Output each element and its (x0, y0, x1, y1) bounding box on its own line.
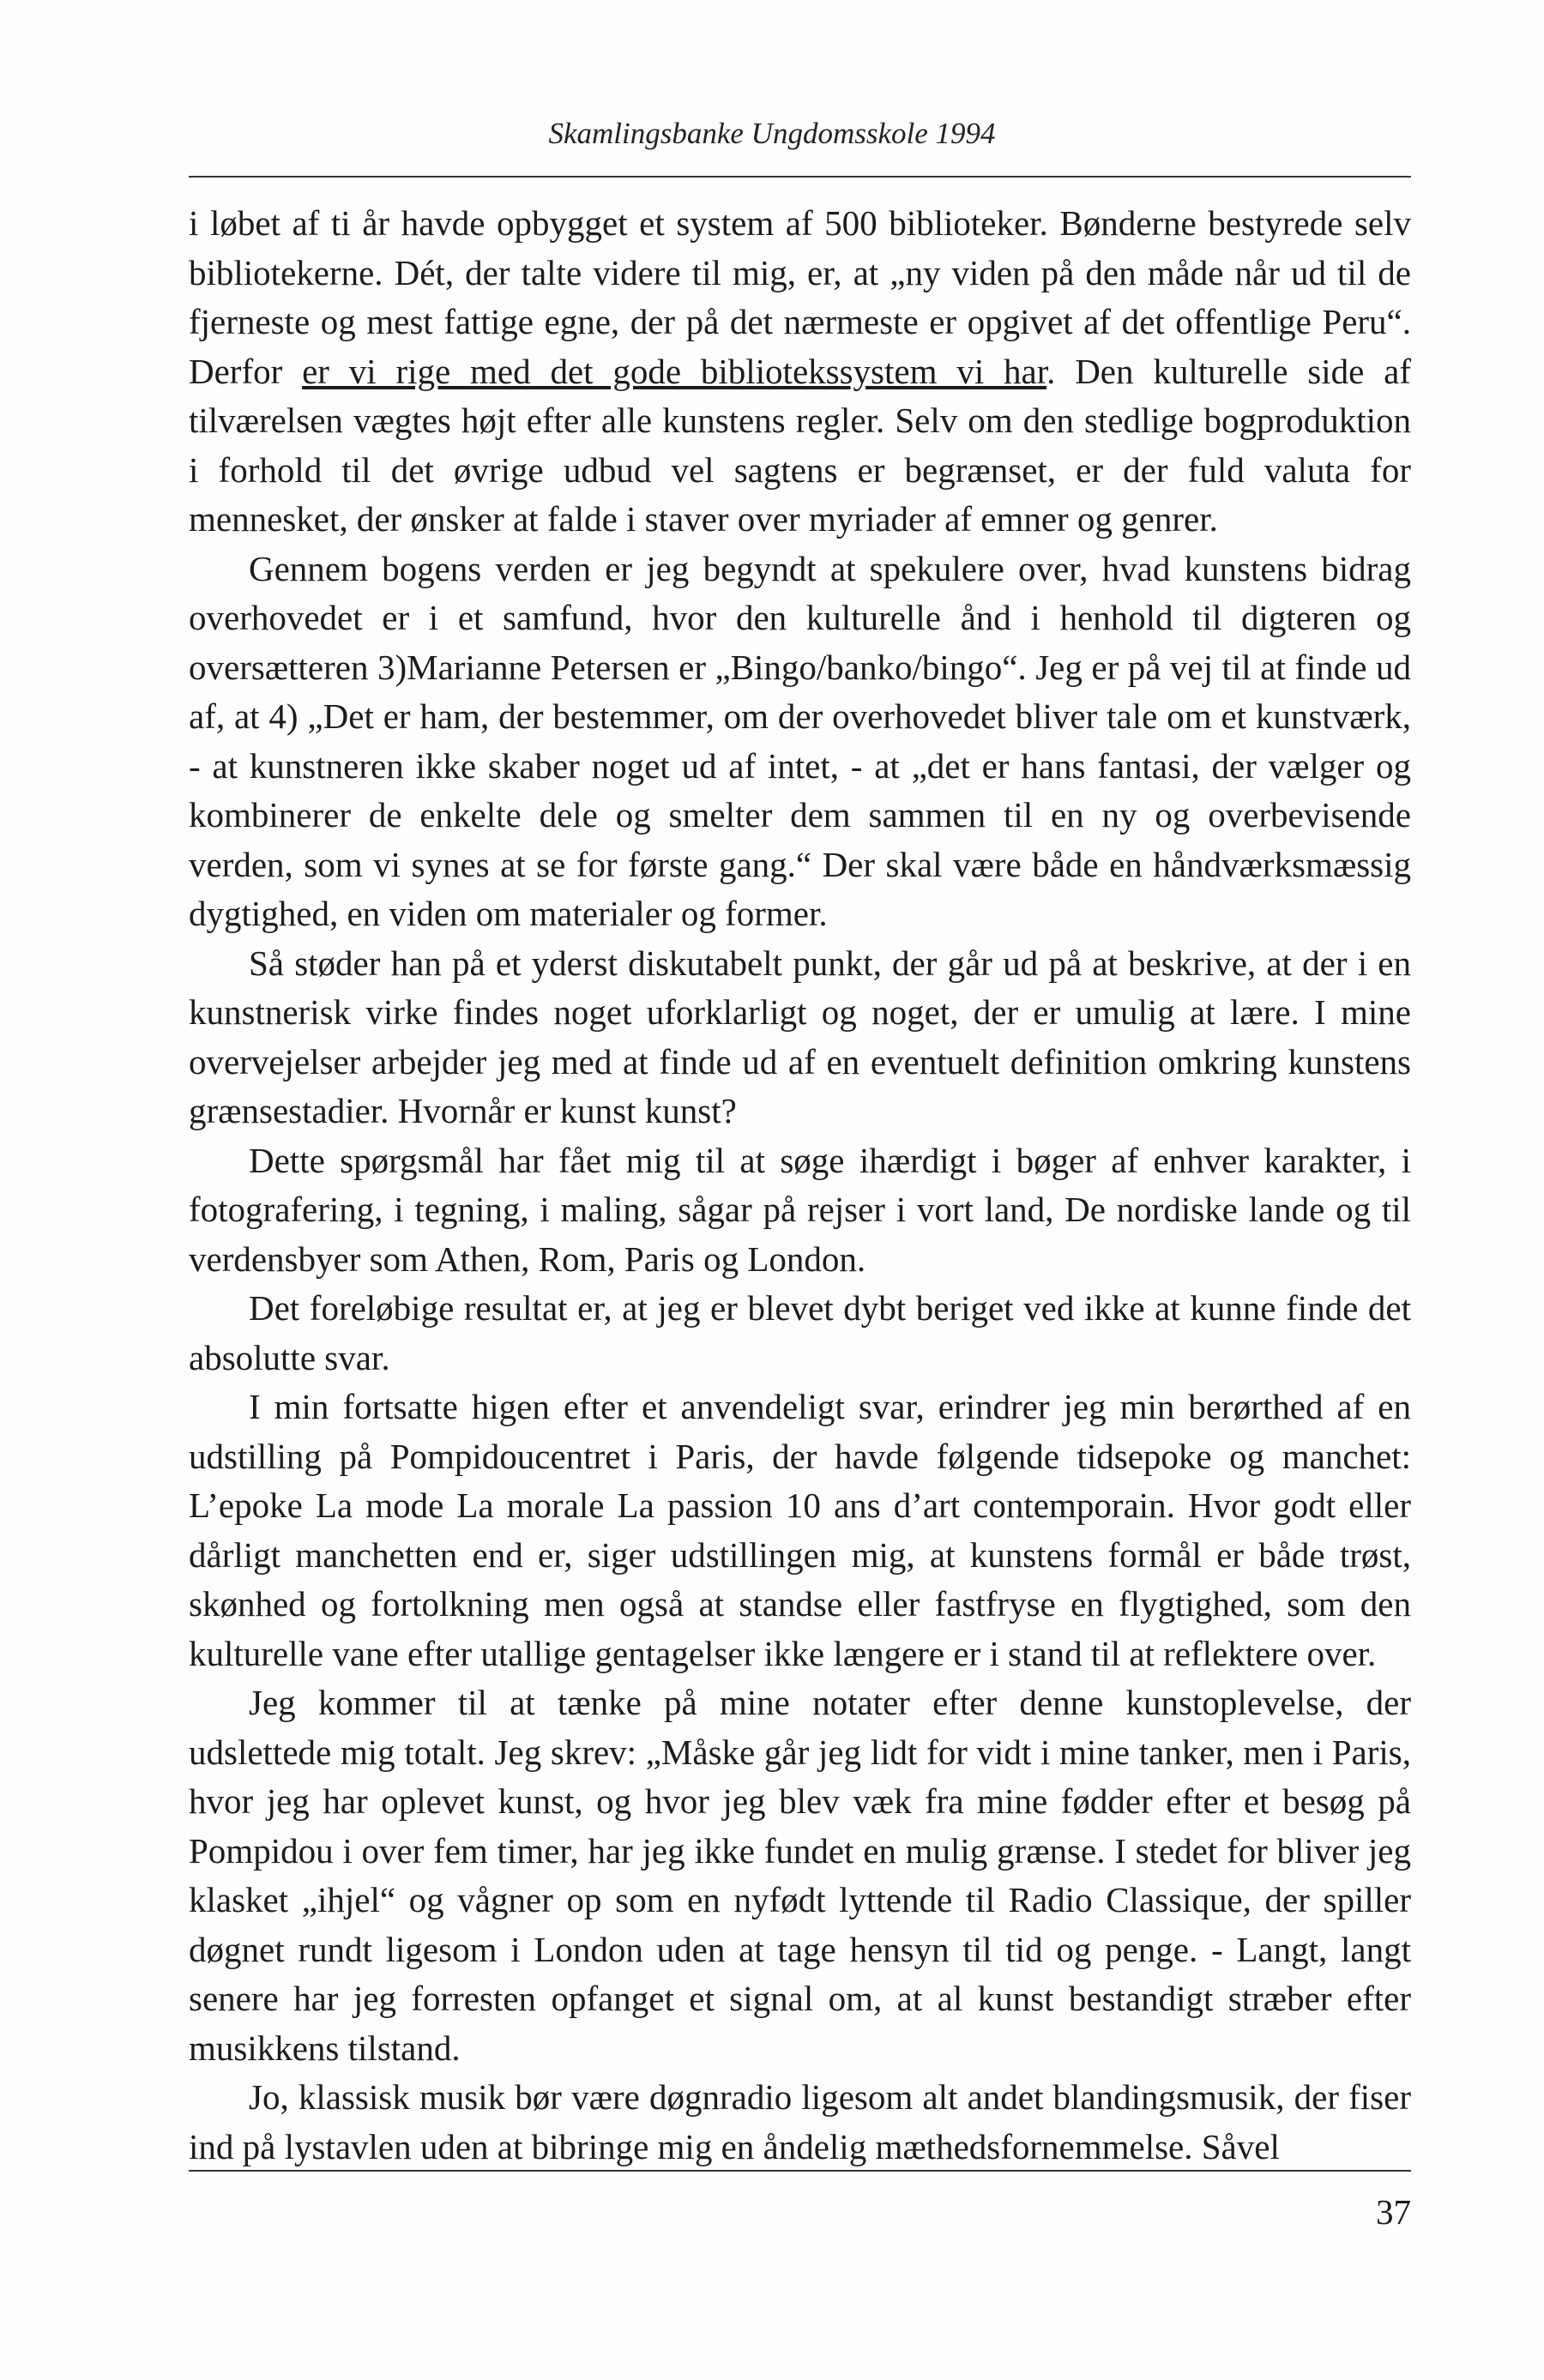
paragraph-3: Så støder han på et yderst diskutabelt punkt, der går ud på at beskrive, at der i en kunstnerisk virke findes noget uforklarligt og noget, der er umulig at lære. I mine overvejelser arbejder jeg med at finde ud af en eventuelt definition omkring kunstens grænsestadier. Hvornår er kunst kunst? (189, 943, 1411, 1130)
paragraph-1-end: . Den kulturelle side af tilværelsen vægtes højt efter alle kunstens regler. Selv om den stedlige bogproduktion i forhold til det øvrige udbud vel sagtens er begrænset, er der fuld valuta for mennesket, der ønsker at falde i staver over myriader af emner og genrer. (189, 351, 1411, 539)
paragraph-5: Det foreløbige resultat er, at jeg er blevet dybt beriget ved ikke at kunne finde det absolutte svar. (189, 1288, 1411, 1377)
header-rule (189, 176, 1411, 178)
footer-rule (189, 2170, 1411, 2172)
paragraph-1-start: i løbet af ti år havde opbygget et system af 500 biblioteker. Bønderne bestyrede selv bibliotekerne. Dét, der talte videre til mig, er, at „ny viden på den måde når ud til de fjerneste og mest fattige egne, der på det nærmeste er opgivet af det offentlige Peru“. Derfor (189, 203, 1411, 391)
paragraph-7: Jeg kommer til at tænke på mine notater efter denne kunstoplevelse, der udslettede mig totalt. Jeg skrev: „Måske går jeg lidt for vidt i mine tanker, men i Paris, hvor jeg har oplevet kunst, og hvor jeg blev væk fra mine fødder efter et besøg på Pompidou i over fem timer, har jeg ikke fundet en mulig grænse. I stedet for bliver jeg klasket „ihjel“ og vågner op som en nyfødt lyttende til Radio Classique, der spiller døgnet rundt ligesom i London uden at tage hensyn til tid og penge. - Langt, langt senere har jeg forresten opfanget et signal om, at al kunst bestandigt stræber efter musikkens tilstand. (189, 1683, 1411, 2068)
body-text (189, 199, 1411, 2172)
running-header: Skamlingsbanke Ungdomsskole 1994 (548, 117, 996, 150)
paragraph-6: I min fortsatte higen efter et anvendeligt svar, erindrer jeg min berørthed af en udstilling på Pompidoucentret i Paris, der havde følgende tidsepoke og manchet: L’epoke La mode La morale La passion 10 ans d’art contemporain. Hvor godt eller dårligt manchetten end er, siger udstillingen mig, at kunstens formål er både trøst, skønhed og fortolkning men også at standse eller fastfryse en flygtighed, som den kulturelle vane efter utallige gentagelser ikke længere er i stand til at reflektere over. (189, 1387, 1411, 1673)
page-number: 37 (1376, 2192, 1411, 2232)
paragraph-1 (189, 199, 1411, 545)
underlined-phrase: er vi rige med det gode bibliotekssystem vi har (302, 351, 1047, 391)
paragraph-8: Jo, klassisk musik bør være døgnradio ligesom alt andet blandingsmusik, der fiser ind på lystavlen uden at bibringe mig en åndelig mæthedsfornemmelse. Såvel (189, 2077, 1411, 2166)
paragraph-2: Gennem bogens verden er jeg begyndt at spekulere over, hvad kunstens bidrag overhovedet er i et samfund, hvor den kulturelle ånd i henhold til digteren og oversætteren 3)Marianne Petersen er „Bingo/banko/bingo“. Jeg er på vej til at finde ud af, at 4) „Det er ham, der bestemmer, om der overhovedet bliver tale om et kunstværk, - at kunstneren ikke skaber noget ud af intet, - at „det er hans fantasi, der vælger og kombinerer de enkelte dele og smelter dem sammen til en ny og overbevisende verden, som vi synes at se for første gang.“ Der skal være både en håndværksmæssig dygtighed, en viden om materialer og former. (189, 548, 1411, 933)
paragraph-4: Dette spørgsmål har fået mig til at søge ihærdigt i bøger af enhver karakter, i fotografering, i tegning, i maling, sågar på rejser i vort land, De nordiske lande og til verdensbyer som Athen, Rom, Paris og London. (189, 1140, 1411, 1279)
